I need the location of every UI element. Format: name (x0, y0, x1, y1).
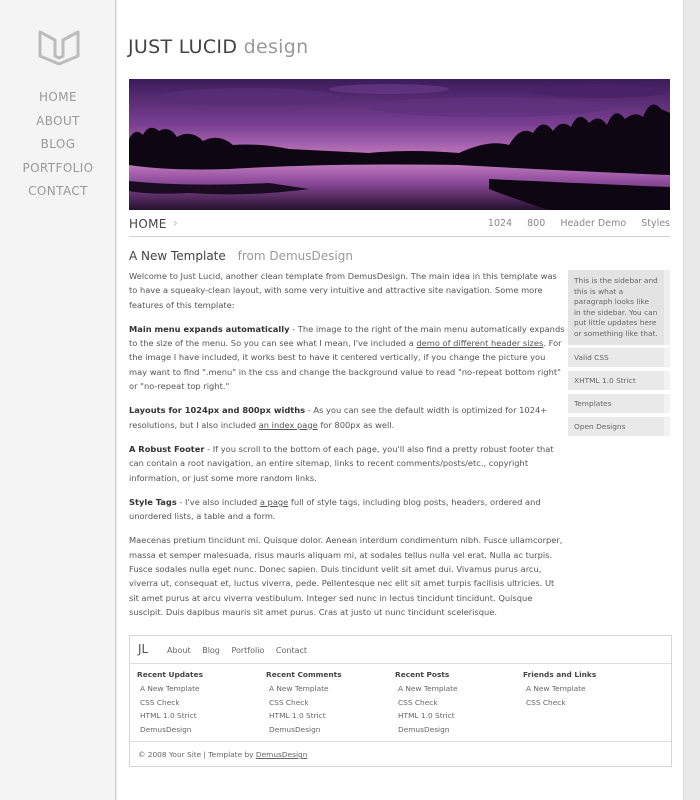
footer-column-recent-comments (266, 670, 394, 736)
footer-list-item[interactable]: DemusDesign (398, 724, 450, 734)
feature-styles-text-end: full of style tags, including blog posts, headers, ordered and unordered lists, a table and a form. (129, 496, 541, 522)
lorem-paragraph: Maecenas pretium tincidunt mi. Quisque dolor. Aenean interdum condimentum nibh. Fusce ullamcorper, massa et semper malesuada, risus mauris aliquam mi, at sodales tellus nulla vel erat. Nulla ac turpis. Fusce sodales nulla eget nunc. Donec sapien. Duis tincidunt velit sit amet dui. Vivamus purus arcu, viverra ut, consequat et, luctus viverra, pede. Pellentesque nec elit sit amet turpis facilisis ultricies. Ut sit amet purus at arcu viverra vestibulum. Integer sed nunc in lectus tincidunt tincidunt. Quisque suscipit. Duis dapibus mauris sit amet purus. Cras at justo ut nunc tincidunt scelerisque. (129, 535, 563, 617)
footer-list-item[interactable]: A New Template (140, 684, 200, 693)
breadcrumb-bar (129, 210, 670, 237)
header-demo-links (476, 218, 670, 229)
footer-link-about[interactable]: About (167, 646, 191, 655)
intro-paragraph: Welcome to Just Lucid, another clean template from DemusDesign. The main idea in this template was to have a squeaky-clean layout, with some very intuitive and attractive site navigation. Some more features of this template: (129, 271, 557, 310)
footer-list-item[interactable]: HTML 1.0 Strict (398, 711, 455, 720)
copyright-text: © 2008 Your Site | Template by (138, 750, 256, 759)
footer-column-friends-links (523, 670, 651, 709)
site-title-main: JUST LUCID (128, 36, 238, 58)
book-logo-icon[interactable] (37, 26, 81, 66)
footer-list-item[interactable]: HTML 1.0 Strict (140, 711, 197, 720)
footer-logo[interactable]: JL (138, 642, 149, 656)
footer-link-contact[interactable]: Contact (275, 646, 308, 655)
chevron-right-icon: › (173, 216, 178, 230)
article-title: A New Template (129, 249, 226, 263)
style-tags-page-link[interactable]: a page (259, 496, 289, 507)
feature-layout-text: - As you can see the default width is optimized for 1024+ resolutions, but I also included (129, 405, 548, 430)
main-menu (0, 88, 116, 206)
feature-menu-paragraph (129, 322, 565, 393)
feature-styles-text: - I've also included (176, 496, 260, 507)
article-source: from DemusDesign (237, 249, 353, 263)
link-800[interactable]: 800 (527, 218, 546, 229)
feature-footer-paragraph (129, 442, 565, 485)
feature-layout-paragraph (129, 403, 565, 432)
page-container (117, 0, 684, 800)
footer-nav-bar (130, 636, 671, 664)
breadcrumb-home[interactable]: HOME (129, 217, 167, 231)
menu-item-portfolio[interactable]: PORTFOLIO (22, 160, 94, 175)
article-heading (129, 249, 565, 263)
link-header-demo[interactable]: Header Demo (560, 218, 627, 229)
footer-link-blog[interactable]: Blog (202, 646, 220, 655)
feature-menu-text: - The image to the right of the main menu automatically expands to the size of the menu. So you can see what I mean, I've included a (129, 323, 565, 349)
sidebar-paragraph: This is the sidebar and this is what a paragraph looks like in the sidebar. You can put little updates here or something like that. (568, 270, 670, 345)
sidebar-item-valid-css[interactable]: Valid CSS (568, 348, 670, 367)
menu-item-blog[interactable]: BLOG (40, 137, 76, 151)
feature-layout-text-end: for 800px as well. (317, 419, 395, 430)
footer-column-title: Recent Comments (266, 670, 342, 679)
template-author-link[interactable]: DemusDesign (255, 750, 308, 759)
header-banner-image (129, 79, 670, 210)
feature-footer-text: - If you scroll to the bottom of each page, you'll also find a pretty robust footer that can contain a root navigation, an entire sitemap, links to recent comments/posts/etc., copyright information, or just some more random links. (129, 443, 554, 483)
feature-menu-title: Main menu expands automatically (129, 323, 290, 334)
footer-column-recent-posts (395, 670, 523, 736)
feature-styles-title: Style Tags (129, 496, 177, 507)
link-1024[interactable]: 1024 (487, 218, 513, 229)
footer-column-title: Friends and Links (523, 670, 597, 679)
site-title[interactable] (128, 36, 308, 58)
feature-styles-paragraph (129, 495, 565, 524)
footer-list-item[interactable]: DemusDesign (140, 724, 192, 734)
left-navigation (0, 0, 116, 800)
feature-footer-title: A Robust Footer (129, 443, 205, 454)
footer-column-title: Recent Updates (137, 670, 203, 679)
footer-column-title: Recent Posts (395, 670, 450, 679)
sidebar (568, 270, 670, 440)
copyright (138, 750, 307, 759)
site-title-sub: design (243, 36, 309, 58)
footer-list-item[interactable]: CSS Check (398, 697, 438, 707)
footer-list-item[interactable]: CSS Check (269, 697, 309, 707)
footer-list-item[interactable]: CSS Check (140, 697, 180, 707)
site-footer (129, 635, 672, 767)
menu-item-home[interactable]: HOME (38, 90, 77, 104)
menu-item-about[interactable]: ABOUT (36, 113, 80, 128)
footer-link-portfolio[interactable]: Portfolio (231, 646, 265, 655)
footer-list-item[interactable]: A New Template (269, 684, 329, 693)
footer-list-item[interactable]: A New Template (526, 684, 586, 693)
footer-list-item[interactable]: HTML 1.0 Strict (269, 711, 326, 720)
link-styles[interactable]: Styles (641, 218, 670, 229)
footer-sitemap (130, 664, 671, 742)
footer-list-item[interactable]: DemusDesign (269, 724, 321, 734)
footer-list-item[interactable]: CSS Check (526, 697, 566, 707)
footer-column-recent-updates (137, 670, 265, 736)
sidebar-item-xhtml[interactable]: XHTML 1.0 Strict (568, 371, 670, 390)
main-content (129, 249, 565, 629)
sidebar-item-open-designs[interactable]: Open Designs (568, 417, 670, 436)
feature-menu-text-end: . For the image I have included, it works best to have it centered vertically, if you change the picture you may want to find ".menu" in the css and change the background value to read "no-repeat bottom right" or "no-repeat top right." (129, 338, 562, 392)
header-sizes-demo-link[interactable]: demo of different header sizes (416, 338, 544, 349)
sidebar-item-templates[interactable]: Templates (568, 394, 670, 413)
menu-item-contact[interactable]: CONTACT (28, 184, 88, 198)
footer-list-item[interactable]: A New Template (398, 684, 458, 693)
index-page-link[interactable]: an index page (258, 419, 318, 430)
feature-layout-title: Layouts for 1024px and 800px widths (129, 405, 306, 416)
footer-root-nav (158, 646, 307, 655)
